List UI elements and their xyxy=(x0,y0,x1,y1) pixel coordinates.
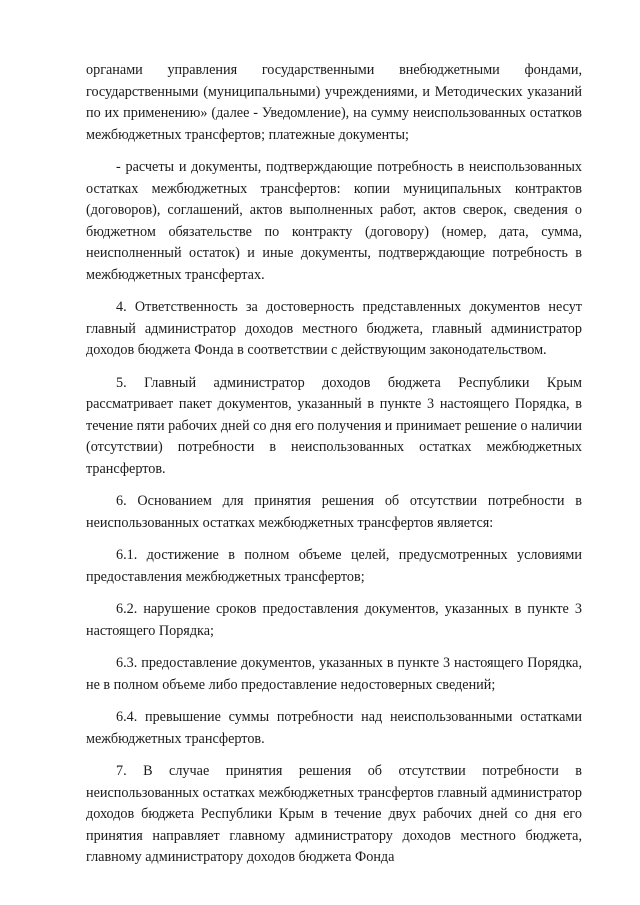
paragraph-continuation: органами управления государственными внебюджетными фондами, государственными (муниципальными) учреждениями, и Методических указаний по их применению» (далее - Уведомление), на сумму неиспользованных остатков межбюджетных трансфертов; платежные документы; xyxy=(86,62,582,143)
paragraph-item-6: 6. Основанием для принятия решения об отсутствии потребности в неиспользованных остатках межбюджетных трансфертов является: xyxy=(86,493,582,531)
paragraph-item-6-3: 6.3. предоставление документов, указанных в пункте 3 настоящего Порядка, не в полном объеме либо предоставление недостоверных сведений; xyxy=(86,655,582,693)
paragraph-item-6-4: 6.4. превышение суммы потребности над неиспользованными остатками межбюджетных трансфертов. xyxy=(86,709,582,747)
paragraph-item-4: 4. Ответственность за достоверность представленных документов несут главный администратор доходов местного бюджета, главный администратор доходов бюджета Фонда в соответствии с действующим законодательством. xyxy=(86,299,582,358)
paragraph-item-5: 5. Главный администратор доходов бюджета Республики Крым рассматривает пакет документов, указанный в пункте 3 настоящего Порядка, в течение пяти рабочих дней со дня его получения и принимает решение о наличии (отсутствии) потребности в неиспользованных остатках межбюджетных трансфертов. xyxy=(86,374,582,477)
paragraph-item-6-1: 6.1. достижение в полном объеме целей, предусмотренных условиями предоставления межбюджетных трансфертов; xyxy=(86,547,582,585)
paragraph-item-6-2: 6.2. нарушение сроков предоставления документов, указанных в пункте 3 настоящего Порядка; xyxy=(86,601,582,639)
paragraph-calculations-list-item: - расчеты и документы, подтверждающие потребность в неиспользованных остатках межбюджетных трансфертов: копии муниципальных контрактов (договоров), соглашений, актов выполненных работ, актов сверок, сведения о бюджетном обязательстве по контракту (договору) (номер, дата, сумма, неисполненный остаток) и иные документы, подтверждающие потребность в межбюджетных трансфертах. xyxy=(86,159,582,283)
document-body xyxy=(86,60,582,869)
paragraph-item-7: 7. В случае принятия решения об отсутствии потребности в неиспользованных остатках межбюджетных трансфертов главный администратор доходов бюджета Республики Крым в течение двух рабочих дней со дня его принятия направляет главному администратору доходов местного бюджета, главному администратору доходов бюджета Фонда xyxy=(86,763,582,865)
